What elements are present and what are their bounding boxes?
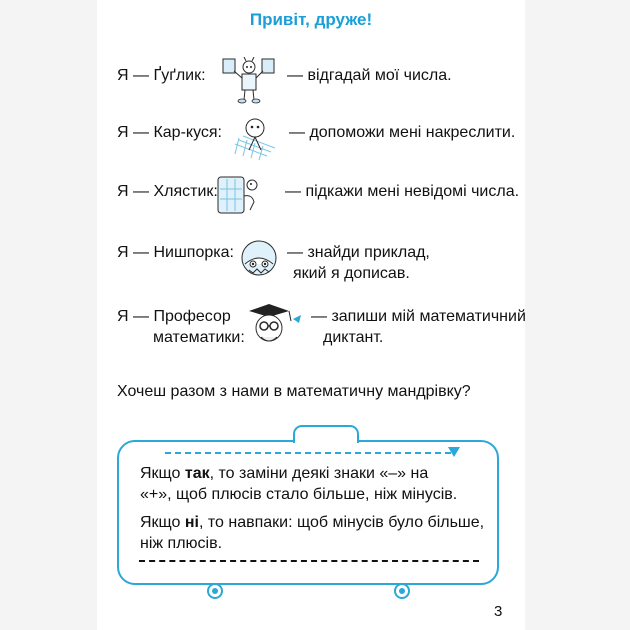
character-speech-line2: який я дописав. [293, 265, 410, 282]
task-no-paragraph [140, 512, 490, 554]
character-speech-line2: диктант. [323, 329, 384, 346]
character-row-guglyk [117, 62, 517, 107]
task-yes-word: так [184, 465, 210, 482]
character-row-nyshporka [117, 240, 517, 285]
character-speech: — підкажи мені невідомі числа. [285, 183, 520, 200]
character-intro-line2: математики: [153, 329, 245, 346]
suitcase-wheel-left [207, 583, 223, 599]
character-speech: — відгадай мої числа. [287, 67, 452, 84]
nyshporka-icon [239, 238, 279, 284]
guglyk-robot-icon [220, 57, 280, 111]
character-intro-line1: Я — Професор [117, 308, 231, 325]
suitcase-wheel-right [394, 583, 410, 599]
page-number: 3 [494, 603, 503, 620]
professor-icon [245, 301, 305, 353]
question-text: Хочеш разом з нами в математичну мандрівку? [117, 383, 471, 400]
karkusia-icon [233, 116, 279, 166]
task-yes-prefix: Якщо [140, 465, 185, 482]
character-speech-line1: — запиши мій математичний [311, 308, 526, 325]
khliastyk-icon [214, 174, 266, 224]
dashed-guide-line [165, 452, 451, 454]
textbook-page [97, 0, 525, 630]
character-intro: Я — Кар-куся: [117, 124, 222, 141]
task-yes-line2: «+», щоб плюсів стало більше, ніж мінусів. [140, 486, 458, 503]
page-title: Привіт, друже! [249, 10, 373, 29]
task-yes-rest: , то заміни деякі знаки «–» на [209, 465, 429, 482]
arrow-marker-icon [448, 447, 460, 457]
character-intro: Я — Нишпорка: [117, 244, 234, 261]
character-row-khliastyk [117, 177, 520, 222]
task-no-prefix: Якщо [140, 514, 185, 531]
answer-dash-line [139, 560, 479, 562]
suitcase-handle [293, 425, 359, 443]
task-no-rest: , то навпаки: щоб мінусів було більше, [199, 514, 485, 531]
character-intro: Я — Хлястик: [117, 183, 218, 200]
character-intro: Я — Ґуґлик: [117, 67, 206, 84]
task-yes-paragraph [140, 463, 490, 505]
character-speech: — допоможи мені накреслити. [289, 124, 516, 141]
character-row-professor [117, 305, 526, 355]
character-speech-line1: — знайди приклад, [287, 244, 430, 261]
character-row-karkusia [117, 118, 517, 163]
task-no-line2: ніж плюсів. [140, 535, 223, 552]
task-no-word: ні [184, 514, 199, 531]
